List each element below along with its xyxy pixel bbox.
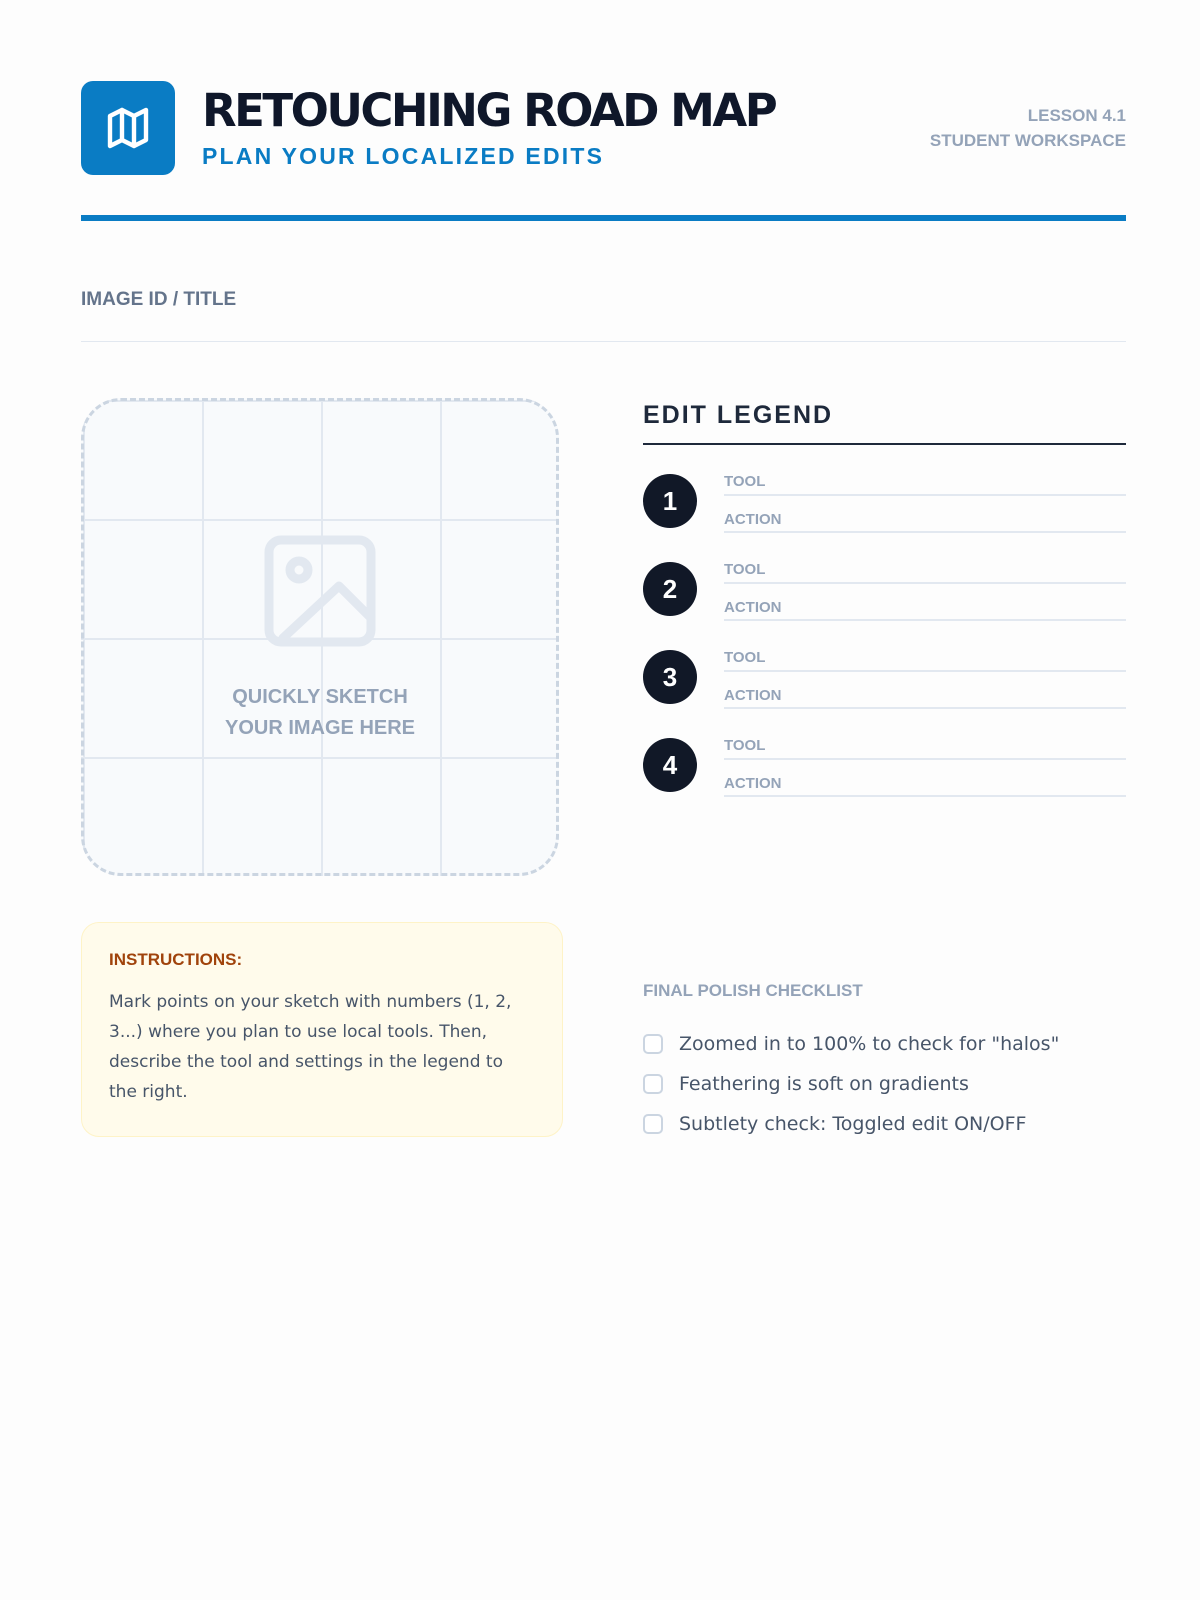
checklist-item-label: Subtlety check: Toggled edit ON/OFF [679,1113,1027,1135]
action-field[interactable] [724,619,1126,621]
instructions-box [81,922,563,1137]
legend-divider [643,443,1126,445]
sketch-prompt-line2: YOUR IMAGE HERE [224,717,416,739]
page-subtitle: PLAN YOUR LOCALIZED EDITS [202,143,605,169]
image-id-field[interactable] [81,341,1126,342]
lesson-meta [930,103,1126,153]
tool-label: TOOL [724,649,766,666]
page-title: RETOUCHING ROAD MAP [202,84,776,137]
action-label: ACTION [724,599,782,616]
final-polish-checklist [643,980,1126,1144]
sketch-prompt-line1: QUICKLY SKETCH [232,686,408,708]
checklist-title: FINAL POLISH CHECKLIST [643,981,863,1000]
workspace-label: STUDENT WORKSPACE [929,131,1126,150]
action-field[interactable] [724,531,1126,533]
tool-label: TOOL [724,473,766,490]
checkbox[interactable] [643,1074,663,1094]
action-field[interactable] [724,795,1126,797]
tool-field[interactable] [724,582,1126,584]
legend-item [643,473,1126,545]
checklist-item[interactable] [643,1104,1126,1144]
legend-item [643,737,1126,809]
instructions-title: INSTRUCTIONS: [109,950,243,969]
instructions-text: Mark points on your sketch with numbers (1, 2, 3...) where you plan to use local tools. Then, describe the tool and settings in the legend to the right. [109,992,512,1102]
header-divider [81,215,1126,221]
image-placeholder-icon [263,534,377,648]
legend-item [643,649,1126,721]
map-icon [81,81,175,175]
action-label: ACTION [724,687,782,704]
lesson-number: LESSON 4.1 [1027,106,1126,125]
header [81,81,1126,175]
legend-number-badge: 3 [643,650,697,704]
tool-field[interactable] [724,494,1126,496]
tool-label: TOOL [724,737,766,754]
legend-number-badge: 2 [643,562,697,616]
worksheet-page [81,81,1126,1135]
tool-field[interactable] [724,758,1126,760]
legend-item [643,561,1126,633]
checklist-item-label: Feathering is soft on gradients [679,1073,969,1095]
checkbox[interactable] [643,1114,663,1134]
action-label: ACTION [724,775,782,792]
checklist-item-label: Zoomed in to 100% to check for "halos" [679,1033,1060,1055]
checklist-item[interactable] [643,1064,1126,1104]
image-id-label: IMAGE ID / TITLE [81,289,237,310]
legend-number-badge: 4 [643,738,697,792]
tool-label: TOOL [724,561,766,578]
tool-field[interactable] [724,670,1126,672]
action-label: ACTION [724,511,782,528]
action-field[interactable] [724,707,1126,709]
legend-number-badge: 1 [643,474,697,528]
checkbox[interactable] [643,1034,663,1054]
checklist-item[interactable] [643,1024,1126,1064]
sketch-area[interactable] [81,398,559,876]
legend-title: EDIT LEGEND [643,401,834,429]
